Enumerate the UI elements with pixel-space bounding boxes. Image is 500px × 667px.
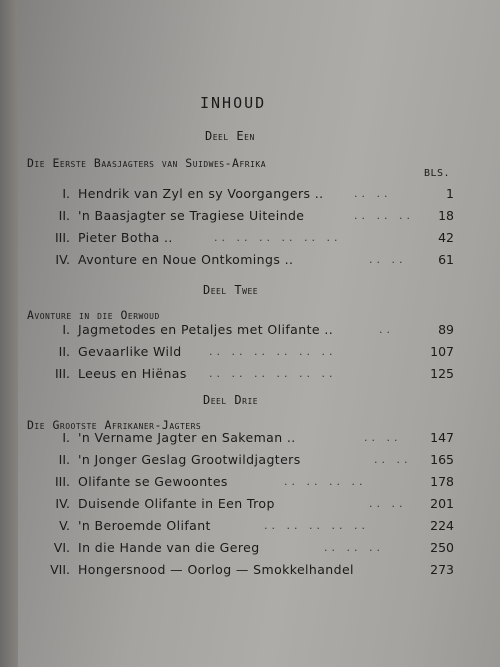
leader-dots: .. .. bbox=[369, 253, 407, 266]
chapter-title: 'n Jonger Geslag Grootwildjagters bbox=[78, 452, 301, 467]
page-number: 147 bbox=[430, 430, 454, 445]
chapter-title: Olifante se Gewoontes bbox=[78, 474, 228, 489]
leader-dots: .. .. .. bbox=[354, 209, 414, 222]
chapter-number: IV. bbox=[55, 252, 70, 267]
chapter-number: I. bbox=[62, 322, 70, 337]
contents-heading: INHOUD bbox=[200, 94, 267, 112]
leader-dots: .. .. bbox=[354, 187, 392, 200]
toc-entry[interactable] bbox=[24, 366, 454, 386]
toc-entry[interactable] bbox=[24, 344, 454, 364]
leader-dots: .. .. bbox=[374, 453, 412, 466]
chapter-number: IV. bbox=[55, 496, 70, 511]
page-binding-shadow bbox=[0, 0, 18, 667]
page-number: 107 bbox=[430, 344, 454, 359]
page-number: 178 bbox=[430, 474, 454, 489]
chapter-title: Avonture en Noue Ontkomings .. bbox=[78, 252, 294, 267]
toc-entry[interactable] bbox=[24, 562, 454, 582]
page-number: 224 bbox=[430, 518, 454, 533]
toc-entry[interactable] bbox=[24, 496, 454, 516]
chapter-title: 'n Vername Jagter en Sakeman .. bbox=[78, 430, 296, 445]
page-number: 42 bbox=[438, 230, 454, 245]
chapter-number: III. bbox=[54, 474, 70, 489]
page-number: 273 bbox=[430, 562, 454, 577]
section-heading: Avonture in die Oerwoud bbox=[27, 308, 160, 322]
chapter-number: II. bbox=[58, 208, 70, 223]
part-heading: Deel Een bbox=[205, 129, 255, 143]
chapter-title: Jagmetodes en Petaljes met Olifante .. bbox=[78, 322, 334, 337]
toc-entry[interactable] bbox=[24, 252, 454, 272]
toc-entry[interactable] bbox=[24, 518, 454, 538]
part-heading: Deel Twee bbox=[203, 283, 259, 297]
leader-dots: .. .. bbox=[369, 497, 407, 510]
toc-entry[interactable] bbox=[24, 208, 454, 228]
chapter-number: VII. bbox=[50, 562, 70, 577]
section-heading: Die Eerste Baasjagters van Suidwes-Afrika bbox=[27, 156, 267, 170]
page-number: 18 bbox=[438, 208, 454, 223]
chapter-number: II. bbox=[58, 452, 70, 467]
leader-dots: .. .. .. .. bbox=[284, 475, 367, 488]
chapter-number: VI. bbox=[53, 540, 70, 555]
toc-entry[interactable] bbox=[24, 430, 454, 450]
chapter-number: I. bbox=[62, 186, 70, 201]
chapter-title: Pieter Botha .. bbox=[78, 230, 173, 245]
chapter-title: Gevaarlike Wild bbox=[78, 344, 182, 359]
page-number: 89 bbox=[438, 322, 454, 337]
leader-dots: .. .. .. .. .. .. bbox=[209, 367, 337, 380]
leader-dots: .. .. .. .. .. .. bbox=[214, 231, 342, 244]
leader-dots: .. bbox=[379, 323, 394, 336]
page-number: 125 bbox=[430, 366, 454, 381]
chapter-title: Hongersnood — Oorlog — Smokkelhandel bbox=[78, 562, 354, 577]
toc-entry[interactable] bbox=[24, 452, 454, 472]
chapter-title: 'n Baasjagter se Tragiese Uiteinde bbox=[78, 208, 305, 223]
part-heading: Deel Drie bbox=[203, 393, 259, 407]
chapter-number: V. bbox=[59, 518, 70, 533]
toc-entry[interactable] bbox=[24, 322, 454, 342]
toc-entry[interactable] bbox=[24, 540, 454, 560]
section-heading: Die Grootste Afrikaner-Jagters bbox=[27, 418, 202, 432]
page-column-label: BLS. bbox=[424, 168, 451, 179]
leader-dots: .. .. bbox=[364, 431, 402, 444]
page-number: 61 bbox=[438, 252, 454, 267]
leader-dots: .. .. .. .. .. bbox=[264, 519, 369, 532]
chapter-title: Hendrik van Zyl en sy Voorgangers .. bbox=[78, 186, 324, 201]
chapter-number: III. bbox=[54, 366, 70, 381]
chapter-title: In die Hande van die Gereg bbox=[78, 540, 260, 555]
chapter-number: I. bbox=[62, 430, 70, 445]
leader-dots: .. .. .. bbox=[324, 541, 384, 554]
chapter-title: Leeus en Hiënas bbox=[78, 366, 187, 381]
chapter-title: 'n Beroemde Olifant bbox=[78, 518, 211, 533]
leader-dots: .. .. .. .. .. .. bbox=[209, 345, 337, 358]
page-number: 1 bbox=[446, 186, 454, 201]
page-number: 201 bbox=[430, 496, 454, 511]
toc-entry[interactable] bbox=[24, 186, 454, 206]
page-number: 250 bbox=[430, 540, 454, 555]
page-number: 165 bbox=[430, 452, 454, 467]
chapter-title: Duisende Olifante in Een Trop bbox=[78, 496, 275, 511]
toc-entry[interactable] bbox=[24, 474, 454, 494]
chapter-number: III. bbox=[54, 230, 70, 245]
toc-entry[interactable] bbox=[24, 230, 454, 250]
chapter-number: II. bbox=[58, 344, 70, 359]
